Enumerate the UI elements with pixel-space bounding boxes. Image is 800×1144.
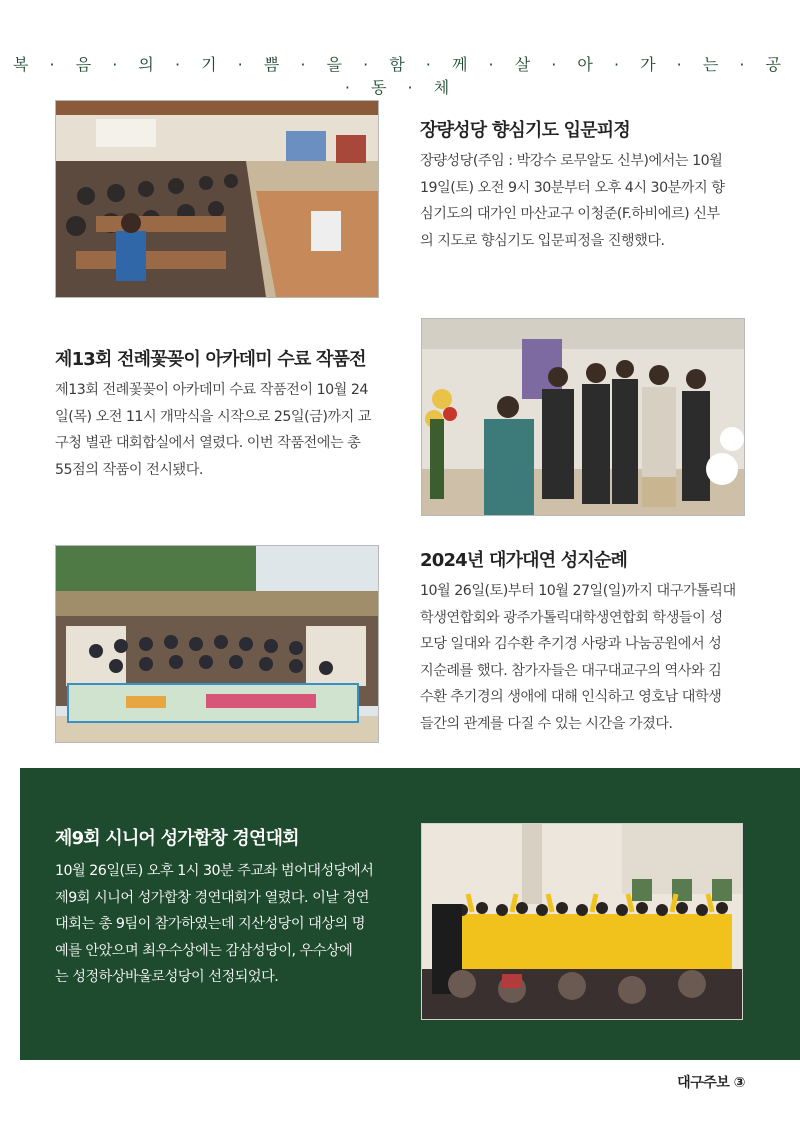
article-title: 2024년 대가대연 성지순례 [420, 550, 628, 571]
article-body: 10월 26일(토)부터 10월 27일(일)까지 대구가톨릭대 학생연합회와 광주가톨릭대학생연합회 학생들이 성 모당 일대와 김수환 추기경 사랑과 나눔공원에서 성 지순례를 했다. 참가자들은 대구대교구의 역사와 김 수환 추기경의 생애에 대해 인식하고 영호남 대학생 들간의 관계를 다질 수 있는 시간을 가졌다. [420, 583, 736, 732]
article-title: 제9회 시니어 성가합창 경연대회 [55, 828, 299, 849]
page-footer: 대구주보 ③ [677, 1075, 745, 1091]
photo-flower-exhibition [421, 318, 745, 516]
article-body: 10월 26일(토) 오후 1시 30분 주교좌 범어대성당에서 제9회 시니어 성가합창 경연대회가 열렸다. 이날 경연 대회는 총 9팀이 참가하였는데 지산성당이 대상의 명 예를 안았으며 최우수상에는 감삼성당이, 우수상에 는 성정하상바울로성당이 선정되었다. [55, 863, 374, 985]
featured-article-box [20, 768, 800, 1060]
article-title: 장량성당 향심기도 입문피정 [420, 120, 630, 141]
article-body: 제13회 전례꽃꽂이 아카데미 수료 작품전이 10월 24 일(목) 오전 11시 개막식을 시작으로 25일(금)까지 교 구청 별관 대회합실에서 열렸다. 이번 작품전에는 총 55점의 작품이 전시됐다. [55, 382, 371, 478]
tagline: 복 · 음 · 의 · 기 · 쁨 · 을 · 함 · 께 · 살 · 아 · 가 · 는 · 공 · 동 · 체 [12, 55, 788, 97]
photo-church-retreat [55, 100, 379, 298]
article-title: 제13회 전례꽃꽂이 아카데미 수료 작품전 [55, 349, 366, 370]
photo-choir-contest [421, 823, 743, 1020]
article-body: 장량성당(주임 : 박강수 로무알도 신부)에서는 10월 19일(토) 오전 9시 30분부터 오후 4시 30분까지 향 심기도의 대가인 마산교구 이청준(F.하비에르) 신부 의 지도로 향심기도 입문피정을 진행했다. [420, 153, 725, 249]
photo-pilgrimage-group [55, 545, 379, 743]
